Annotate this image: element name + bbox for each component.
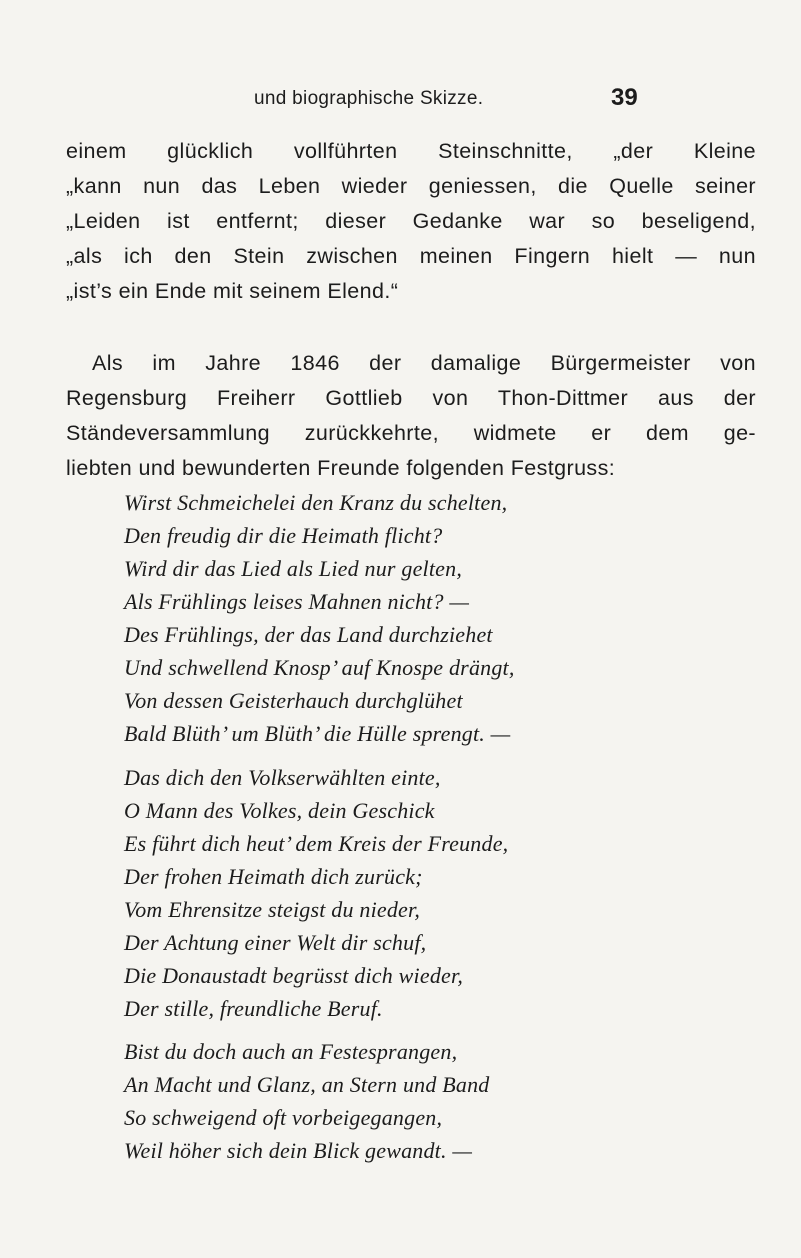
- verse-line: Bald Blüth’ um Blüth’ die Hülle sprengt. —: [124, 721, 511, 746]
- verse-line: Wirst Schmeichelei den Kranz du schelten,: [124, 490, 508, 515]
- verse-line: Bist du doch auch an Festesprangen,: [124, 1039, 458, 1064]
- text-line: „kann nun das Leben wieder geniessen, die Quelle seiner: [66, 174, 756, 198]
- paragraph-quote-end: [66, 134, 756, 309]
- running-title: und biographische Skizze.: [254, 88, 484, 109]
- verse-line: Vom Ehrensitze steigst du nieder,: [124, 897, 421, 922]
- text-line: Ständeversammlung zurückkehrte, widmete er dem ge-: [66, 421, 756, 445]
- verse-line: Der Achtung einer Welt dir schuf,: [124, 930, 427, 955]
- text-line: „als ich den Stein zwischen meinen Fingern hielt — nun: [66, 244, 756, 268]
- text-line: Als im Jahre 1846 der damalige Bürgermeister von: [92, 351, 756, 375]
- verse-line: Das dich den Volkserwählten einte,: [124, 765, 441, 790]
- page-number: 39: [611, 84, 638, 111]
- verse-line: O Mann des Volkes, dein Geschick: [124, 798, 435, 823]
- verse-line: An Macht und Glanz, an Stern und Band: [124, 1072, 490, 1097]
- text-line: einem glücklich vollführten Steinschnitte, „der Kleine: [66, 139, 756, 163]
- text-line: liebten und bewunderten Freunde folgenden Festgruss:: [66, 456, 616, 480]
- verse-line: Die Donaustadt begrüsst dich wieder,: [124, 963, 464, 988]
- verse-line: Den freudig dir die Heimath flicht?: [124, 523, 443, 548]
- verse-line: Von dessen Geisterhauch durchglühet: [124, 688, 463, 713]
- verse-line: Als Frühlings leises Mahnen nicht? —: [124, 589, 470, 614]
- poem-stanza-1: [124, 486, 515, 750]
- text-line: „ist’s ein Ende mit seinem Elend.“: [66, 279, 399, 303]
- text-line: Regensburg Freiherr Gottlieb von Thon-Dittmer aus der: [66, 386, 756, 410]
- verse-line: Und schwellend Knosp’ auf Knospe drängt,: [124, 655, 515, 680]
- text-line: „Leiden ist entfernt; dieser Gedanke war so beseligend,: [66, 209, 756, 233]
- verse-line: Des Frühlings, der das Land durchziehet: [124, 622, 493, 647]
- verse-line: Der frohen Heimath dich zurück;: [124, 864, 423, 889]
- verse-line: So schweigend oft vorbeigegangen,: [124, 1105, 443, 1130]
- running-header: [0, 84, 801, 114]
- verse-line: Es führt dich heut’ dem Kreis der Freunde,: [124, 831, 509, 856]
- verse-line: Der stille, freundliche Beruf.: [124, 996, 383, 1021]
- paragraph-introduction: [66, 346, 756, 486]
- poem-stanza-3: [124, 1035, 489, 1167]
- poem-stanza-2: [124, 761, 508, 1025]
- verse-line: Weil höher sich dein Blick gewandt. —: [124, 1138, 473, 1163]
- verse-line: Wird dir das Lied als Lied nur gelten,: [124, 556, 463, 581]
